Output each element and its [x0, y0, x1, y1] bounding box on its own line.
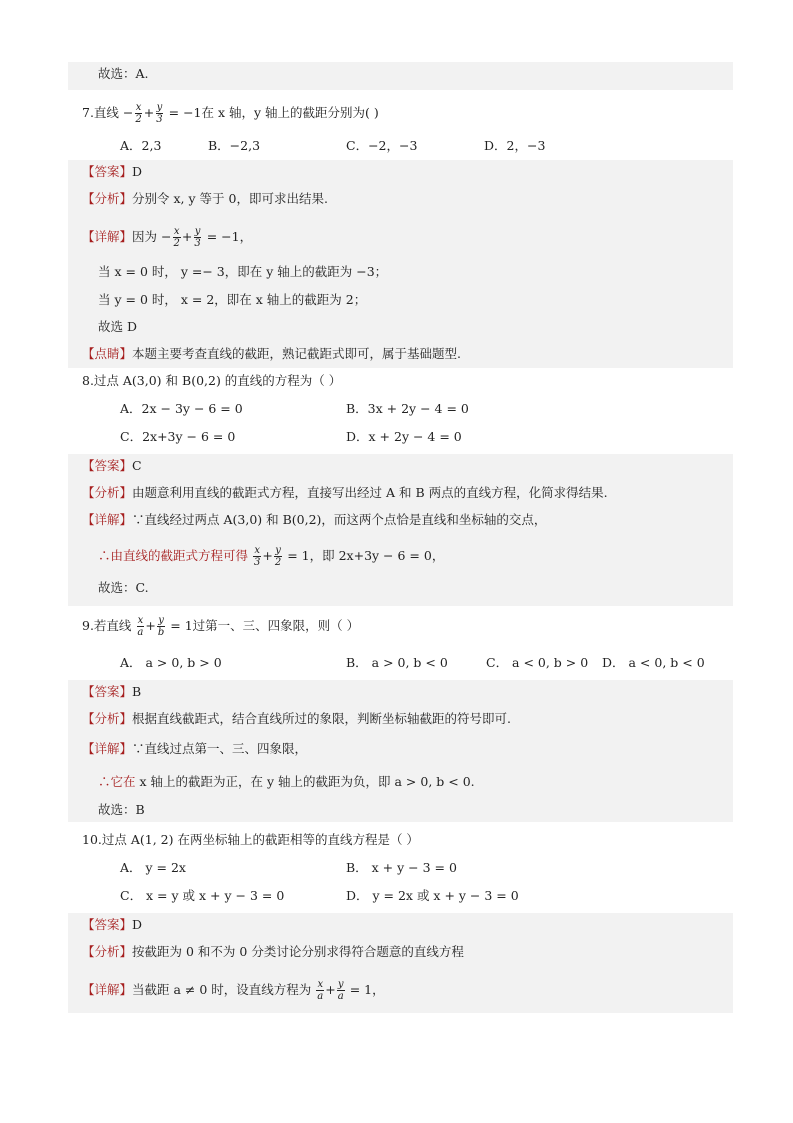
step1-prefix: ∴由直线的截距式方程可得 — [98, 548, 249, 563]
fraction — [134, 102, 142, 125]
q7-comment — [82, 346, 461, 362]
q10-detail-eq: $\frac{x}{a}$ + $\frac{y}{a}$ — [317, 979, 344, 1002]
q9-option-b[interactable]: B． a > 0, b < 0 — [346, 655, 448, 670]
fraction — [136, 615, 144, 638]
q10-answer — [82, 917, 142, 933]
q9-step1 — [98, 774, 475, 790]
frac-den: 3 — [254, 557, 261, 568]
q7-analysis — [82, 191, 328, 207]
q9-stem-prefix: 9.若直线 — [82, 618, 132, 633]
fraction — [253, 545, 261, 568]
q10-option-b[interactable]: B． x + y − 3 = 0 — [346, 860, 457, 875]
detail-text: ∵直线过点第一、三、四象限， — [132, 741, 308, 756]
q7-answer — [82, 164, 142, 180]
q8-option-a[interactable]: A．2x − 3y − 6 = 0 — [120, 401, 243, 416]
q7-option-b[interactable]: B．−2,3 — [208, 138, 261, 153]
frac-num: y — [158, 615, 164, 626]
q10-option-a[interactable]: A． y = 2x — [120, 860, 186, 875]
answer-value: B — [132, 684, 142, 699]
answer-tag: 【答案】 — [82, 458, 133, 473]
answer-value: D — [132, 917, 143, 932]
frac-num: y — [275, 545, 281, 556]
detail-eq-tail: = 1， — [349, 982, 385, 997]
detail-tag: 【详解】 — [82, 741, 133, 756]
q8-answer — [82, 458, 142, 474]
step1-eq-tail: = 1，即 2x+3y − 6 = 0， — [287, 548, 445, 563]
analysis-text: 由题意利用直线的截距式方程，直接写出经过 A 和 B 两点的直线方程，化简求得结果. — [132, 485, 608, 500]
q9-option-d[interactable]: D． a < 0, b < 0 — [602, 655, 705, 670]
fraction — [274, 545, 282, 568]
frac-num: x — [137, 615, 144, 626]
q7-option-a[interactable]: A．2,3 — [120, 138, 162, 153]
frac-den: a — [317, 991, 324, 1002]
frac-num: y — [337, 979, 344, 990]
q9-analysis — [82, 711, 511, 727]
q8-option-b[interactable]: B．3x + 2y − 4 = 0 — [346, 401, 469, 416]
analysis-text: 按截距为 0 和不为 0 分类讨论分别求得符合题意的直线方程 — [132, 944, 464, 959]
frac-den: a — [137, 627, 144, 638]
q7-option-d[interactable]: D．2，−3 — [484, 138, 546, 153]
detail-tag: 【详解】 — [82, 512, 133, 527]
frac-den: 2 — [173, 238, 180, 249]
detail-text: ∵直线经过两点 A(3,0) 和 B(0,2)，而这两个点恰是直线和坐标轴的交点， — [132, 512, 547, 527]
q9-detail — [82, 741, 307, 757]
q7-stem-eq: − $\frac{x}{2}$ + $\frac{y}{3}$ — [122, 102, 163, 125]
q9-option-a[interactable]: A． a > 0, b > 0 — [120, 655, 222, 670]
q9-answer — [82, 684, 141, 700]
frac-den: b — [157, 627, 165, 638]
q7-option-c[interactable]: C．−2，−3 — [346, 138, 418, 153]
detail-tag: 【详解】 — [82, 229, 133, 244]
fraction — [155, 102, 163, 125]
frac-den: a — [337, 991, 344, 1002]
q7-stem — [82, 102, 379, 125]
q6-answer-block — [68, 62, 733, 90]
q8-stem: 8.过点 A(3,0) 和 B(0,2) 的直线的方程为（ ） — [82, 373, 342, 388]
frac-num: x — [317, 979, 324, 990]
q8-analysis — [82, 485, 608, 501]
detail-prefix: 因为 — [132, 229, 158, 244]
answer-tag: 【答案】 — [82, 164, 133, 179]
q7-conclusion: 故选 D — [98, 319, 137, 334]
q6-conclusion: 故选：A. — [98, 66, 149, 81]
q7-step1: 当 x = 0 时， y =− 3，即在 y 轴上的截距为 −3； — [98, 264, 388, 279]
step1-rest: x 轴上的截距为正，在 y 轴上的截距为负，即 a > 0, b < 0. — [135, 774, 475, 789]
fraction — [316, 979, 324, 1002]
q10-stem: 10.过点 A(1, 2) 在两坐标轴上的截距相等的直线方程是（ ） — [82, 832, 419, 847]
frac-num: x — [135, 102, 142, 113]
frac-num: y — [156, 102, 163, 113]
analysis-text: 分别令 x, y 等于 0，即可求出结果. — [132, 191, 328, 206]
detail-eq-tail: = −1， — [206, 229, 253, 244]
q7-stem-suffix: 在 x 轴，y 轴上的截距分别为( ) — [201, 105, 379, 120]
frac-num: x — [173, 226, 180, 237]
analysis-tag: 【分析】 — [82, 191, 133, 206]
q10-analysis — [82, 944, 464, 960]
q8-detail — [82, 512, 546, 528]
fraction — [173, 226, 181, 249]
q10-detail — [82, 979, 385, 1002]
fraction — [193, 226, 201, 249]
frac-den: 3 — [194, 238, 201, 249]
q8-conclusion: 故选：C. — [98, 580, 149, 595]
answer-tag: 【答案】 — [82, 917, 133, 932]
analysis-tag: 【分析】 — [82, 944, 133, 959]
fraction — [157, 615, 165, 638]
frac-den: 3 — [156, 114, 163, 125]
q8-option-d[interactable]: D．x + 2y − 4 = 0 — [346, 429, 462, 444]
fraction — [337, 979, 345, 1002]
frac-den: 2 — [274, 557, 282, 568]
q9-conclusion: 故选：B — [98, 802, 145, 817]
q9-stem-suffix: 过第一、三、四象限，则（ ） — [192, 618, 360, 633]
q8-step1 — [98, 545, 444, 568]
comment-tag: 【点睛】 — [82, 346, 133, 361]
q9-stem — [82, 615, 359, 638]
q8-step1-eq: $\frac{x}{3}$ + $\frac{y}{2}$ — [254, 545, 282, 568]
q9-stem-eq: $\frac{x}{a}$ + $\frac{y}{b}$ — [137, 615, 165, 638]
comment-text: 本题主要考查直线的截距，熟记截距式即可，属于基础题型. — [132, 346, 461, 361]
q8-answer-block — [68, 454, 733, 606]
q7-stem-prefix: 7.直线 — [82, 105, 119, 120]
answer-value: D — [132, 164, 143, 179]
frac-num: x — [254, 545, 260, 556]
frac-den: 2 — [135, 114, 142, 125]
q7-detail — [82, 226, 252, 249]
q8-option-c[interactable]: C．2x+3y − 6 = 0 — [120, 429, 236, 444]
analysis-tag: 【分析】 — [82, 711, 133, 726]
analysis-tag: 【分析】 — [82, 485, 133, 500]
q9-stem-eq-tail: = 1 — [170, 618, 193, 633]
detail-tag: 【详解】 — [82, 982, 133, 997]
q10-option-d[interactable]: D． y = 2x 或 x + y − 3 = 0 — [346, 888, 519, 903]
answer-value: C — [132, 458, 142, 473]
q7-step2: 当 y = 0 时， x = 2，即在 x 轴上的截距为 2； — [98, 292, 367, 307]
q7-detail-eq: − $\frac{x}{2}$ + $\frac{y}{3}$ — [161, 226, 201, 249]
q9-option-c[interactable]: C． a < 0, b > 0 — [486, 655, 589, 670]
q7-stem-eq-tail: = −1 — [168, 105, 202, 120]
q10-option-c[interactable]: C． x = y 或 x + y − 3 = 0 — [120, 888, 285, 903]
step1-prefix: ∴它在 — [98, 774, 136, 789]
detail-prefix: 当截距 a ≠ 0 时，设直线方程为 — [132, 982, 312, 997]
frac-num: y — [194, 226, 201, 237]
answer-tag: 【答案】 — [82, 684, 133, 699]
analysis-text: 根据直线截距式，结合直线所过的象限，判断坐标轴截距的符号即可. — [132, 711, 511, 726]
